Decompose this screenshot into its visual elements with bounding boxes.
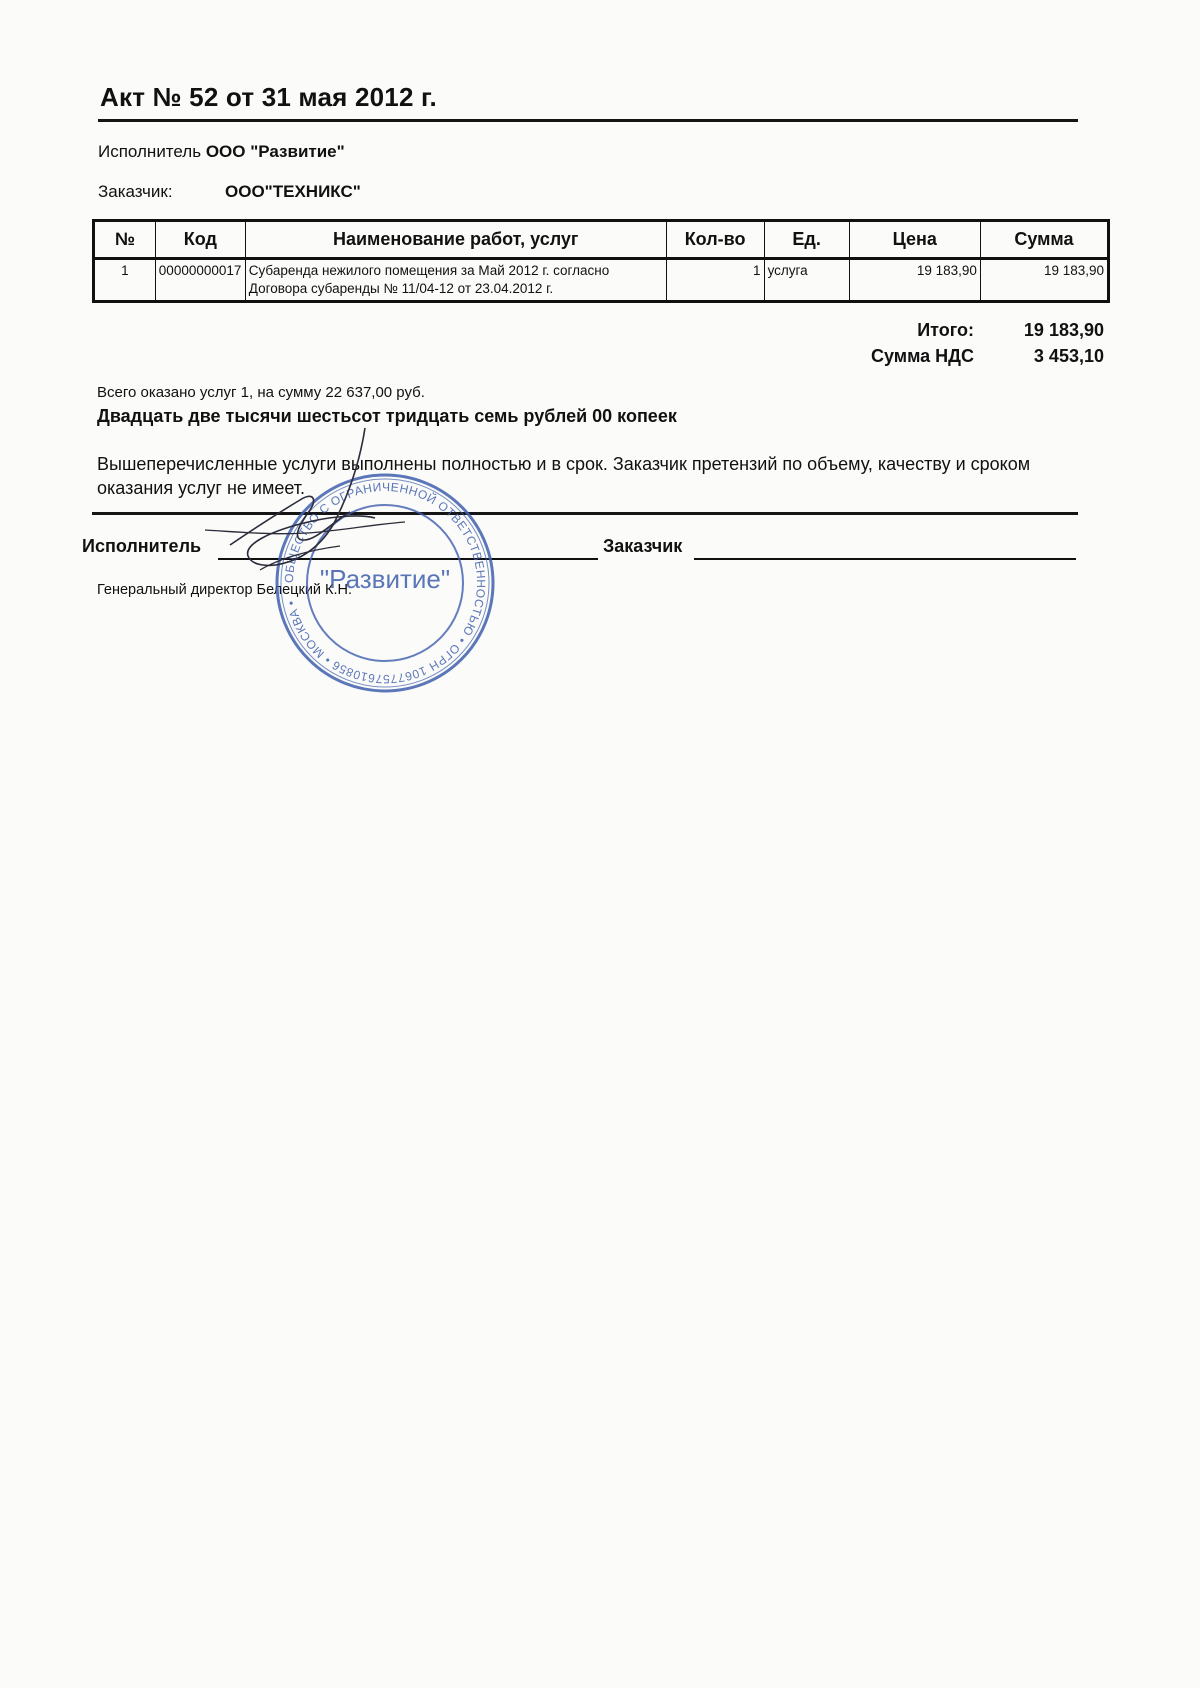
row-name: Субаренда нежилого помещения за Май 2012 г. согласно Договора субаренды № 11/04-12 от 23.04.2012 г.: [245, 259, 666, 302]
header-price: Цена: [849, 221, 980, 259]
total-line: [917, 320, 1104, 341]
executor-label: Исполнитель: [98, 142, 202, 161]
executor-name: ООО "Развитие": [205, 142, 345, 161]
total-value: 19 183,90: [1023, 320, 1104, 340]
row-code: 00000000017: [155, 259, 245, 302]
executor-signature: [200, 420, 420, 595]
customer-label: Заказчик:: [98, 182, 173, 201]
customer-info: [98, 182, 361, 202]
page-title: Акт № 52 от 31 мая 2012 г.: [100, 82, 437, 112]
header-unit: Ед.: [764, 221, 849, 259]
seal-ring-text: ОБЩЕСТВО С ОГРАНИЧЕННОЙ ОТВЕТСТВЕННОСТЬЮ • ОГРН 1067757610856 • МОСКВА •: [281, 479, 489, 687]
vat-line: [871, 346, 1104, 367]
customer-signature-line: [694, 558, 1076, 560]
row-num: 1: [94, 259, 156, 302]
completion-statement: Вышеперечисленные услуги выполнены полностью и в срок. Заказчик претензий по объему, качеству и сроком оказания услуг не имеет.: [97, 454, 1031, 498]
vat-value: 3 453,10: [1033, 346, 1104, 366]
amount-in-words: Двадцать две тысячи шестьсот тридцать семь рублей 00 копеек: [97, 406, 677, 426]
total-label: Итого:: [917, 320, 974, 340]
table-row: [94, 259, 1109, 302]
executor-signature-label: Исполнитель: [82, 536, 202, 556]
services-count-summary: Всего оказано услуг 1, на сумму 22 637,00 руб.: [97, 384, 425, 401]
vat-label: Сумма НДС: [871, 346, 974, 366]
header-name: Наименование работ, услуг: [245, 221, 666, 259]
title-divider: [98, 119, 1078, 122]
header-code: Код: [155, 221, 245, 259]
seal-center-text: "Развитие": [319, 564, 451, 594]
row-price: 19 183,90: [849, 259, 980, 302]
row-qty: 1: [666, 259, 764, 302]
header-sum: Сумма: [980, 221, 1108, 259]
row-unit: услуга: [764, 259, 849, 302]
customer-name: ООО"ТЕХНИКС": [225, 182, 361, 201]
customer-signature-label: Заказчик: [603, 536, 683, 556]
executor-info: [98, 142, 345, 162]
table-header-row: [94, 221, 1109, 259]
header-qty: Кол-во: [666, 221, 764, 259]
services-table: [92, 219, 1110, 303]
executor-position: Генеральный директор Белецкий К.Н.: [97, 582, 353, 598]
row-sum: 19 183,90: [980, 259, 1108, 302]
header-num: №: [94, 221, 156, 259]
